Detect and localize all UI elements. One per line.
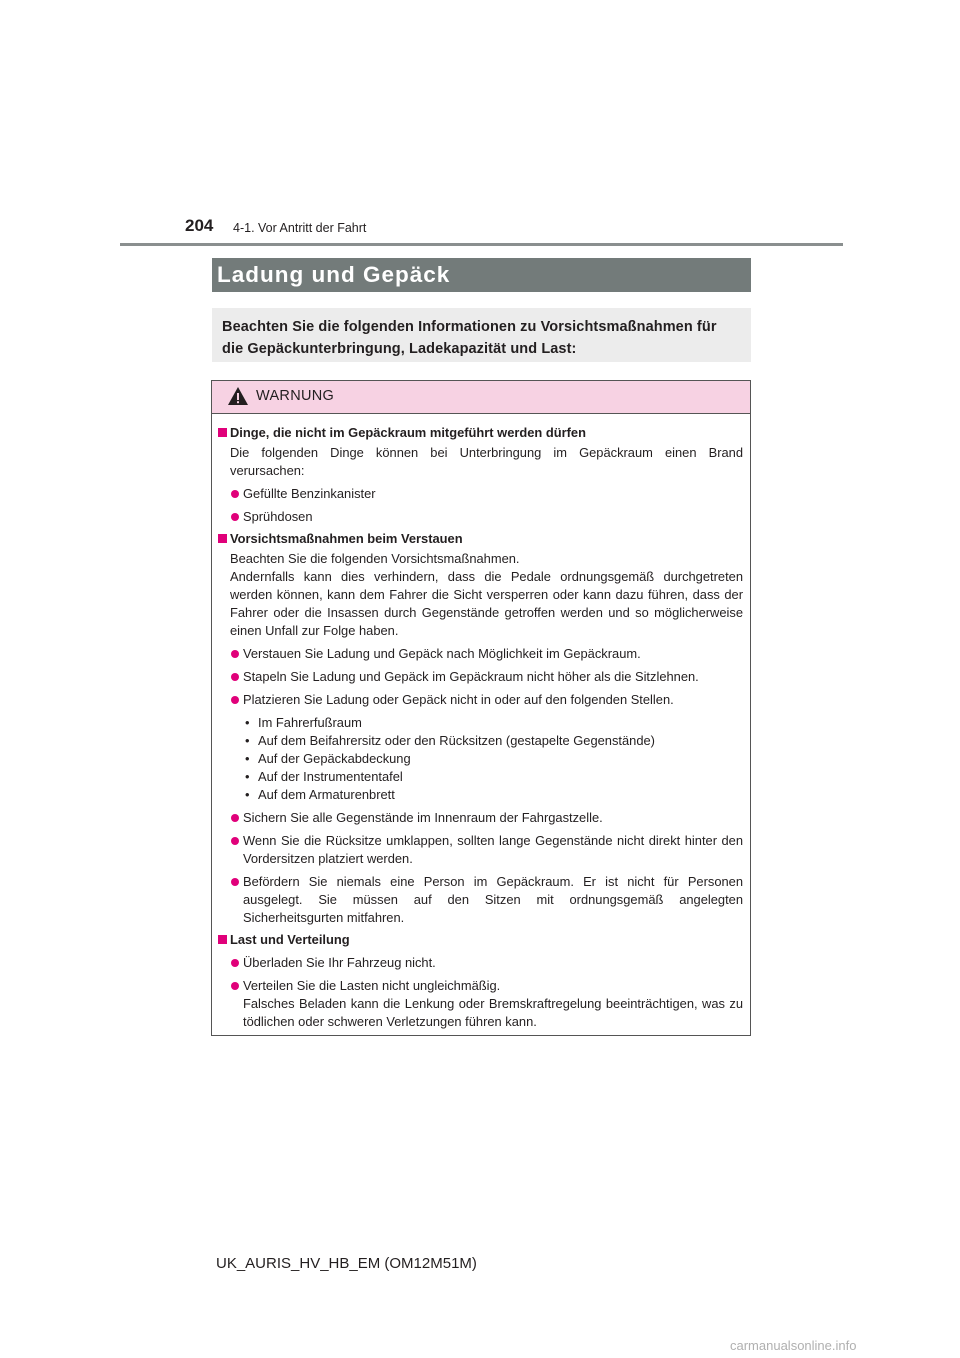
- warning-label: WARNUNG: [256, 388, 335, 404]
- section-header: 4-1. Vor Antritt der Fahrt: [233, 221, 367, 235]
- watermark: carmanualsonline.info: [730, 1338, 857, 1353]
- location-item: • Auf der Gepäckabdeckung: [243, 750, 743, 768]
- list-item: Gefüllte Benzinkanister: [218, 485, 743, 503]
- list-item: Verstauen Sie Ladung und Gepäck nach Möglichkeit im Gepäckraum.: [218, 645, 743, 663]
- document-code: UK_AURIS_HV_HB_EM (OM12M51M): [216, 1255, 477, 1272]
- circle-bullet-icon: [231, 490, 239, 498]
- circle-bullet-icon: [231, 878, 239, 886]
- list-item: Verteilen Sie die Lasten nicht ungleichmäßig. Falsches Beladen kann die Lenkung oder Bremskraftregelung beeinträchtigen, was zu tödlichen oder schweren Verletzungen führen kann.: [218, 977, 743, 1031]
- page-number: 204: [185, 216, 214, 235]
- square-bullet-icon: [218, 935, 227, 944]
- warning-triangle-icon: [227, 386, 249, 406]
- list-item: Platzieren Sie Ladung oder Gepäck nicht in oder auf den folgenden Stellen.: [218, 691, 743, 709]
- warning-header: [212, 381, 750, 414]
- location-item: • Auf der Instrumententafel: [243, 768, 743, 786]
- circle-bullet-icon: [231, 696, 239, 704]
- list-item: Überladen Sie Ihr Fahrzeug nicht.: [218, 954, 743, 972]
- bullet-continuation: Falsches Beladen kann die Lenkung oder Bremskraftregelung beeinträchtigen, was zu tödlichen oder schweren Verletzungen führen kann.: [243, 996, 743, 1029]
- paragraph: Beachten Sie die folgenden Vorsichtsmaßnahmen.: [230, 551, 520, 566]
- section-heading: Dinge, die nicht im Gepäckraum mitgeführt werden dürfen: [218, 424, 743, 442]
- list-item: Wenn Sie die Rücksitze umklappen, sollten lange Gegenstände nicht direkt hinter den Vordersitzen platziert werden.: [218, 832, 743, 868]
- paragraph: Die folgenden Dinge können bei Unterbringung im Gepäckraum einen Brand verursachen:: [230, 445, 743, 478]
- location-item: • Auf dem Beifahrersitz oder den Rücksitzen (gestapelte Gegenstände): [243, 732, 743, 750]
- circle-bullet-icon: [231, 982, 239, 990]
- square-bullet-icon: [218, 534, 227, 543]
- page-title: Ladung und Gepäck: [212, 258, 751, 292]
- location-item: • Auf dem Armaturenbrett: [243, 786, 743, 804]
- section-heading: Last und Verteilung: [218, 931, 743, 949]
- circle-bullet-icon: [231, 837, 239, 845]
- list-item: Befördern Sie niemals eine Person im Gepäckraum. Er ist nicht für Personen ausgelegt. Sie müssen auf den Sitzen mit ordnungsgemäß angelegten Sicherheitsgurten mitfahren.: [218, 873, 743, 927]
- list-item: Stapeln Sie Ladung und Gepäck im Gepäckraum nicht höher als die Sitzlehnen.: [218, 668, 743, 686]
- location-list: [218, 714, 743, 804]
- paragraph: Andernfalls kann dies verhindern, dass die Pedale ordnungsgemäß durchgetreten werden können, kann dem Fahrer die Sicht versperren oder kann dazu führen, dass der Fahrer oder die Insassen durch Gegenstände getroffen werden und so möglicherweise einen Unfall zur Folge haben.: [230, 569, 743, 638]
- intro-box: Beachten Sie die folgenden Informationen zu Vorsichtsmaßnahmen für die Gepäckunterbringung, Ladekapazität und Last:: [212, 308, 751, 362]
- warning-body: [212, 414, 750, 1031]
- circle-bullet-icon: [231, 513, 239, 521]
- square-bullet-icon: [218, 428, 227, 437]
- circle-bullet-icon: [231, 650, 239, 658]
- circle-bullet-icon: [231, 959, 239, 967]
- circle-bullet-icon: [231, 673, 239, 681]
- circle-bullet-icon: [231, 814, 239, 822]
- warning-box: [211, 380, 751, 1036]
- location-item: • Im Fahrerfußraum: [243, 714, 743, 732]
- list-item: Sprühdosen: [218, 508, 743, 526]
- section-heading: Vorsichtsmaßnahmen beim Verstauen: [218, 530, 743, 548]
- header-divider: [120, 243, 843, 246]
- list-item: Sichern Sie alle Gegenstände im Innenraum der Fahrgastzelle.: [218, 809, 743, 827]
